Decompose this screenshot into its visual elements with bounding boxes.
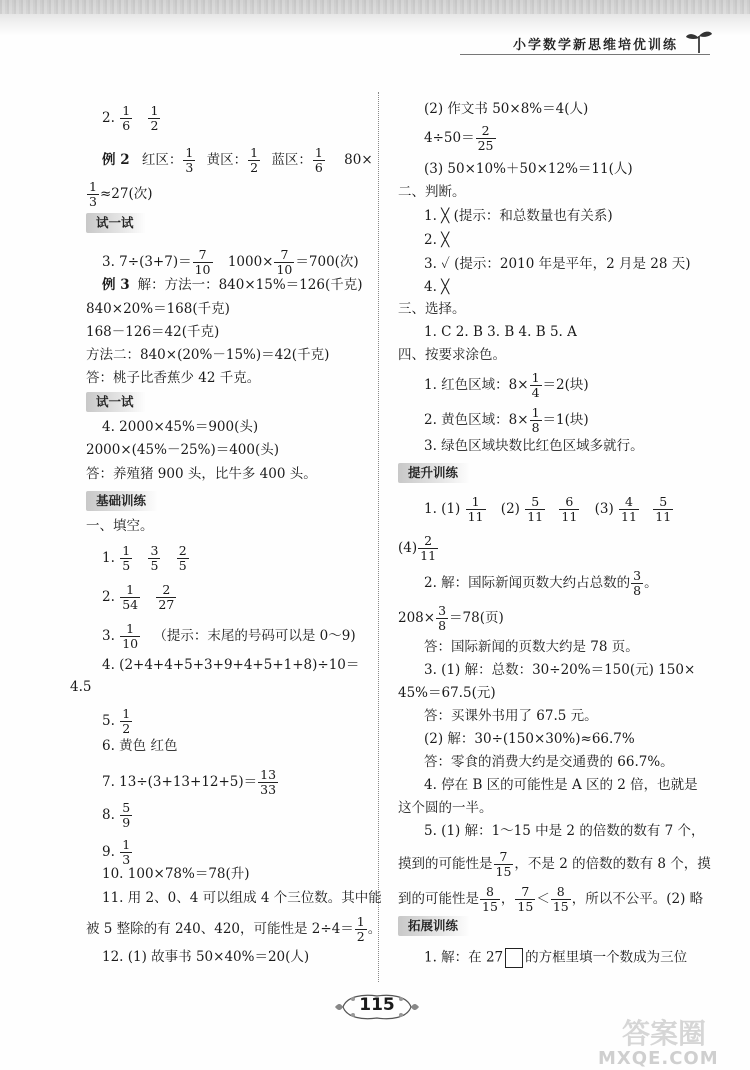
watermark-url: MXQE.COM [598,1048,719,1069]
answer-line: 1. C 2. B 3. B 4. B 5. A [424,324,577,340]
answer-line: (3) 50×10%＋50×12%＝11(人) [424,161,633,177]
answer-line: 4. 停在 B 区的可能性是 A 区的 2 倍，也就是 [424,777,698,793]
answer-line: 2. $\frac{1}{6}$ $\frac{1}{2}$ [102,103,159,133]
watermark [598,1012,748,1070]
answer-line: 答：桃子比香蕉少 42 千克。 [86,370,261,386]
fraction: $\frac{2}{11}$ [420,533,437,563]
answer-line: 3. 绿色区域块数比红色区域多就行。 [424,438,644,454]
answer-line: 10. 100×78%＝78(升) [102,866,250,882]
fraction: $\frac{1}{6}$ [314,145,323,175]
fraction: $\frac{7}{15}$ [517,884,534,914]
fraction: $\frac{3}{5}$ [150,543,159,573]
answer-line: 1. 红色区域：8× $\frac{1}{4}$ ＝2(块) [424,370,589,400]
answer-line: 2000×(45%－25%)＝400(头) [86,442,280,458]
answer-line: 4. ╳ [424,279,450,295]
fraction: $\frac{3}{8}$ [633,568,642,598]
fraction: $\frac{1}{3}$ [185,145,194,175]
sprout-icon [684,28,714,54]
fraction: $\frac{4}{11}$ [621,494,637,524]
fraction: $\frac{13}{33}$ [260,767,277,797]
answer-line: (2) 解：30÷(150×30%)≈66.7% [424,731,635,747]
answer-line: 45%＝67.5(元) [398,685,496,701]
fraction: $\frac{1}{10}$ [122,621,139,651]
fraction: $\frac{5}{11}$ [655,494,672,524]
fraction: $\frac{1}{2}$ [150,103,159,133]
section-heading: 三、选择。 [398,301,466,317]
fraction: $\frac{7}{10}$ [194,247,211,277]
section-badge-try: 试一试 [86,392,146,412]
fraction: $\frac{1}{11}$ [467,494,484,524]
answer-line: 3. (1) 解：总数：30÷20%＝150(元) 150× [424,662,696,678]
header-rule [460,54,710,55]
fraction: $\frac{8}{15}$ [552,884,569,914]
header-texture-strip [0,0,750,14]
fraction: $\frac{1}{6}$ [122,103,131,133]
fraction: $\frac{1}{8}$ [531,405,540,435]
header-title: 小学数学新思维培优训练 [512,38,678,53]
answer-line: 2. 解：国际新闻页数大约占总数的 $\frac{3}{8}$ 。 [424,568,658,598]
fraction: $\frac{1}{2}$ [250,145,259,175]
watermark-logo: 答案圈 [622,1017,707,1050]
column-divider [378,92,379,982]
answer-line: 2. $\frac{1}{54}$ $\frac{2}{27}$ [102,582,175,612]
section-badge-try: 试一试 [86,213,146,233]
section-badge-basic: 基础训练 [86,491,158,511]
answer-line: 5. (1) 解：1～15 中是 2 的倍数的数有 7 个， [424,823,705,839]
answer-line: 答：国际新闻的页数大约是 78 页。 [424,639,639,655]
answer-line: 11. 用 2、0、4 可以组成 4 个三位数。其中能 [102,890,382,906]
answer-line: 12. (1) 故事书 50×40%＝20(人) [102,949,310,965]
answer-line: 这个圆的一半。 [398,800,493,816]
page-number: 115 [333,990,421,1024]
answer-line: 4. (2+4+4+5+3+9+4+5+1+8)÷10＝ [102,657,360,673]
answer-line: 3. ✓ (提示：2010 年是平年，2 月是 28 天) [424,256,691,272]
answer-line: 到的可能性是 $\frac{8}{15}$ ， $\frac{7}{15}$ ＜ $\frac{8}{15}$ ，所以不公平。(2) 略 [398,884,704,914]
answer-line: 9. $\frac{1}{3}$ [102,837,131,867]
answer-line: 3. $\frac{1}{10}$ （提示：末尾的号码可以是 0～9) [102,621,356,651]
example-2-line: 例 2 红区： $\frac{1}{3}$ 黄区： $\frac{1}{2}$ 蓝区： $\frac{1}{6}$ 80× [102,145,373,175]
answer-line: 1. $\frac{1}{5}$ $\frac{3}{5}$ $\frac{2}{5}$ [102,543,187,573]
answer-line: 方法二：840×(20%－15%)＝42(千克) [86,347,330,363]
answer-line: 168－126＝42(千克) [86,324,220,340]
fraction: $\frac{2}{27}$ [158,582,175,612]
example-3-line: 例 3 解：方法一：840×15%＝126(千克) [102,277,363,293]
fraction: $\frac{3}{8}$ [438,603,447,633]
fraction: $\frac{1}{2}$ [356,914,365,944]
answer-line: 5. $\frac{1}{2}$ [102,706,131,736]
answer-line: 摸到的可能性是 $\frac{7}{15}$ ，不是 2 的倍数的数有 8 个，摸 [398,849,711,879]
answer-line: 答：零食的消费大约是交通费的 66.7%。 [424,754,674,770]
answer-line: 1. 解：在 27 的方框里填一个数成为三位 [424,948,687,968]
section-heading: 二、判断。 [398,184,466,200]
section-heading: 四、按要求涂色。 [398,347,506,363]
fraction: $\frac{7}{10}$ [276,247,293,277]
fraction: $\frac{2}{5}$ [178,543,187,573]
answer-line: 2. ╳ [424,232,450,248]
answer-line: 208× $\frac{3}{8}$ ＝78(页) [398,603,504,633]
answer-line: (2) 作文书 50×8%＝4(人) [424,101,589,117]
answer-line: 7. 13÷(3+13+12+5)＝ $\frac{13}{33}$ [102,767,277,797]
answer-line: 1. ╳ (提示：和总数量也有关系) [424,208,613,224]
fraction: $\frac{8}{15}$ [482,884,498,914]
answer-line: $\frac{1}{3}$ ≈27(次) [89,179,153,209]
fraction: $\frac{5}{11}$ [527,494,544,524]
answer-line: 4÷50＝ $\frac{2}{25}$ [424,123,494,153]
empty-box [505,948,523,968]
fraction: $\frac{7}{15}$ [495,849,512,879]
answer-line: 4. 2000×45%＝900(头) [102,419,259,435]
answer-line: 答：养殖猪 900 头，比牛多 400 头。 [86,466,317,482]
fraction: $\frac{1}{54}$ [122,582,139,612]
answer-line: 3. 7÷(3+7)＝ $\frac{7}{10}$ 1000× $\frac{7}{10}$ ＝700(次) [102,247,359,277]
fraction: $\frac{2}{25}$ [477,123,494,153]
section-badge-advanced: 提升训练 [398,463,470,483]
answer-line: 2. 黄色区域：8× $\frac{1}{8}$ ＝1(块) [424,405,589,435]
fraction: $\frac{5}{9}$ [122,800,131,830]
answer-line: 1. (1) $\frac{1}{11}$ (2) $\frac{5}{11}$ $\frac{6}{11}$ (3) $\frac{4}{11}$ $\frac{5}{11}$ [424,494,672,524]
section-badge-extension: 拓展训练 [398,916,470,936]
fraction: $\frac{1}{4}$ [531,370,540,400]
answer-line: 8. $\frac{5}{9}$ [102,800,131,830]
fraction: $\frac{1}{5}$ [122,543,131,573]
fraction: $\frac{6}{11}$ [561,494,578,524]
answer-line: 840×20%＝168(千克) [86,301,230,317]
answer-line: 4.5 [70,679,92,695]
answer-line: (4) $\frac{2}{11}$ [398,533,437,563]
fraction: $\frac{1}{3}$ [89,179,97,209]
section-heading: 一、填空。 [86,518,154,534]
fraction: $\frac{1}{3}$ [122,837,131,867]
fraction: $\frac{1}{2}$ [122,706,131,736]
answer-line: 被 5 整除的有 240、420，可能性是 2÷4＝ $\frac{1}{2}$ 。 [86,914,382,944]
answer-line: 6. 黄色 红色 [102,738,178,754]
answer-line: 答：买课外书用了 67.5 元。 [424,708,598,724]
